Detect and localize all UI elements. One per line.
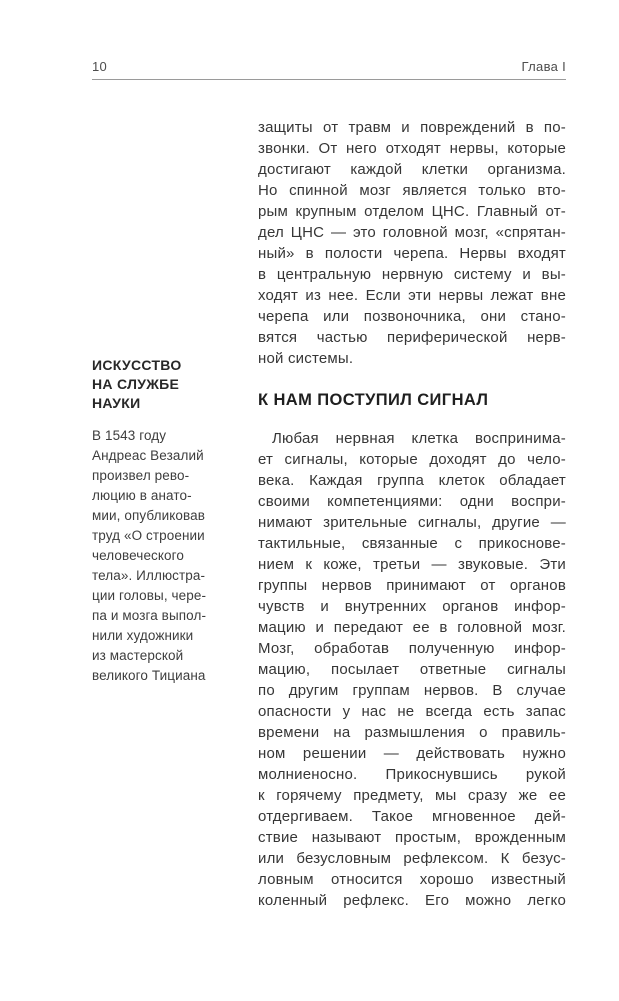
text-line: мацию, посылает ответные сигналы [258, 661, 566, 678]
text-line: ходят из нее. Если эти нервы лежат вне [258, 287, 566, 304]
text-line: звонки. От него отходят нервы, которые [258, 140, 566, 157]
sidebar-text [92, 426, 232, 686]
text-line: черепа или позвоночника, они стано- [258, 308, 566, 325]
text-line: па и мозга выпол- [92, 608, 207, 623]
text-line: нимают зрительные сигналы, другие — [258, 514, 566, 531]
text-line: в центральную нервную систему и вы- [258, 266, 566, 283]
body-paragraph-2 [258, 428, 566, 911]
text-line: ИСКУССТВО [92, 357, 182, 373]
text-line: или безусловным рефлексом. К безус- [258, 850, 566, 867]
text-line: нием к коже, третьи — звуковые. Эти [258, 556, 566, 573]
text-line: отдергиваем. Такое мгновенное дей- [258, 808, 566, 825]
text-line: по другим группам нервов. В случае [258, 682, 566, 699]
text-line: защиты от травм и повреждений в по- [258, 119, 566, 136]
text-line: НАУКИ [92, 395, 141, 411]
text-line: труд «О строении [92, 528, 205, 543]
section-heading: К НАМ ПОСТУПИЛ СИГНАЛ [258, 391, 489, 409]
text-line: группы нервов принимают от органов [258, 577, 566, 594]
page-number: 10 [92, 59, 108, 74]
text-line: достигают каждой клетки организма. [258, 161, 566, 178]
text-line: ет сигналы, которые доходят до чело- [258, 451, 566, 468]
text-line: времени на размышления о правиль- [258, 724, 566, 741]
text-line: рым крупным отделом ЦНС. Главный от- [258, 203, 566, 220]
main-column [258, 117, 566, 911]
chapter-title: Глава I [521, 59, 566, 74]
text-line: опасности у нас не всегда есть запас [258, 703, 566, 720]
text-line: нили художники [92, 628, 194, 643]
text-line: человеческого [92, 548, 185, 563]
sidebar [92, 356, 232, 686]
text-line: Но спинной мозг является только вто- [258, 182, 566, 199]
text-line: своими компетенциями: одни воспри- [258, 493, 566, 510]
header-rule [92, 79, 566, 80]
text-line: к горячему предмету, мы сразу же ее [258, 787, 566, 804]
text-line: чувств и внутренних органов инфор- [258, 598, 566, 615]
text-line: ный» в полости черепа. Нервы входят [258, 245, 566, 262]
body-paragraph-1 [258, 117, 566, 369]
text-line: из мастерской [92, 648, 184, 663]
text-line: ной системы. [258, 350, 354, 367]
text-line: Мозг, обработав полученную инфор- [258, 640, 566, 657]
text-line: люцию в анато- [92, 488, 192, 503]
text-line: вятся частью периферической нерв- [258, 329, 566, 346]
text-line: мии, опубликовав [92, 508, 205, 523]
text-line: великого Тициана [92, 668, 206, 683]
text-line: ствие называют простым, врожденным [258, 829, 566, 846]
text-line: ловным относится хорошо известный [258, 871, 566, 888]
text-line: тела». Иллюстра- [92, 568, 206, 583]
text-line: В 1543 году [92, 428, 167, 443]
text-line: коленный рефлекс. Его можно легко [258, 892, 566, 909]
text-line: мацию и передают ее в головной мозг. [258, 619, 566, 636]
text-line: произвел рево- [92, 468, 190, 483]
text-line: тактильные, связанные с прикоснове- [258, 535, 566, 552]
text-line: века. Каждая группа клеток обладает [258, 472, 566, 489]
text-line: НА СЛУЖБЕ [92, 376, 180, 392]
text-line: ном решении — действовать нужно [258, 745, 566, 762]
text-line: Любая нервная клетка воспринима- [272, 430, 566, 447]
text-line: ции головы, чере- [92, 588, 207, 603]
sidebar-heading [92, 356, 232, 413]
text-line: Андреас Везалий [92, 448, 204, 463]
text-line: молниеносно. Прикоснувшись рукой [258, 766, 566, 783]
text-line: дел ЦНС — это головной мозг, «спрятан- [258, 224, 566, 241]
